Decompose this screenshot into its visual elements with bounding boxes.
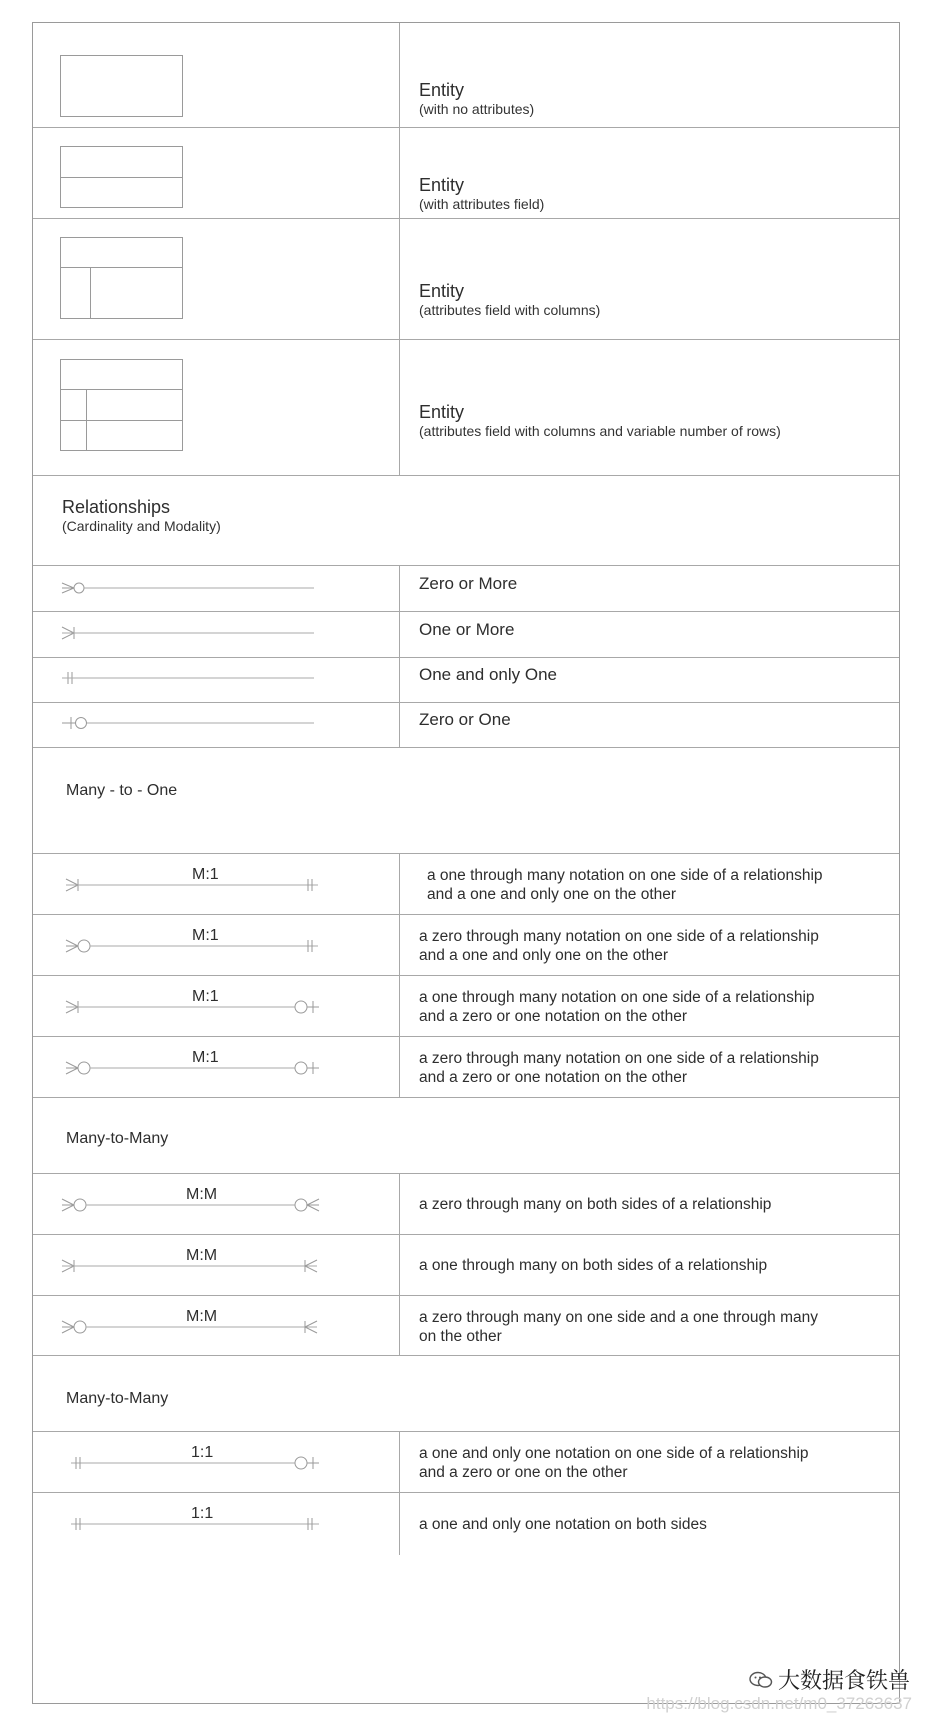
zero-or-more-to-zero-or-one-icon <box>33 1037 399 1097</box>
one-or-more-to-zero-or-one-icon <box>33 976 399 1036</box>
entity-subtitle: (attributes field with columns) <box>419 302 601 318</box>
entity-title: Entity <box>419 80 465 100</box>
entity-subtitle: (attributes field with columns and variable number of rows) <box>419 423 781 439</box>
mm-row-3 <box>33 1296 899 1356</box>
ratio-label: M:M <box>186 1308 218 1325</box>
entity-title: Entity <box>419 175 465 195</box>
notation-label: One and only One <box>419 665 557 684</box>
notation-row-zero-or-one <box>33 703 899 748</box>
many-to-many-section-header <box>33 1098 899 1174</box>
section-title: Many - to - One <box>66 782 178 799</box>
row-description-line: on the other <box>419 1328 502 1345</box>
entity-row-no-attributes <box>33 23 899 128</box>
watermark-url: https://blog.csdn.net/m0_37263637 <box>646 1694 912 1713</box>
oo-row-1 <box>33 1432 899 1493</box>
row-description-line: a one and only one notation on one side of a relationship <box>419 1445 809 1462</box>
notation-label: One or More <box>419 620 515 639</box>
row-description-line: and a one and only one on the other <box>419 947 669 964</box>
ratio-label: M:1 <box>192 1049 219 1066</box>
one-or-more-notation-icon <box>33 612 399 657</box>
one-and-only-one-to-zero-or-one-icon <box>33 1432 399 1492</box>
ratio-label: M:M <box>186 1247 218 1264</box>
row-description-line: and a zero or one notation on the other <box>419 1008 688 1025</box>
row-description-line: a zero through many on one side and a one through many <box>419 1309 818 1326</box>
ratio-label: M:1 <box>192 927 219 944</box>
many-to-one-section-header <box>33 748 899 854</box>
row-description-line: and a zero or one on the other <box>419 1464 628 1481</box>
ratio-label: 1:1 <box>191 1444 214 1461</box>
row-description-line: a one and only one notation on both sides <box>419 1516 707 1533</box>
watermark <box>748 1664 910 1695</box>
entity-row-columns <box>33 219 899 340</box>
mm-row-2 <box>33 1235 899 1296</box>
one-to-one-section-header <box>33 1356 899 1432</box>
section-subtitle: (Cardinality and Modality) <box>62 518 221 534</box>
wechat-icon <box>748 1670 774 1690</box>
one-and-only-one-notation-icon <box>33 658 399 702</box>
entity-subtitle: (with attributes field) <box>419 196 545 212</box>
notation-row-one-and-only-one <box>33 658 899 703</box>
row-description-line: and a one and only one on the other <box>427 886 677 903</box>
entity-with-rows-icon <box>33 340 399 475</box>
watermark-text: 大数据食铁兽 <box>777 1668 910 1693</box>
ratio-label: 1:1 <box>191 1505 214 1522</box>
m1-row-3 <box>33 976 899 1037</box>
row-description-line: a zero through many notation on one side of a relationship <box>419 1050 819 1067</box>
row-description-line: and a zero or one notation on the other <box>419 1069 688 1086</box>
row-description-line: a one through many notation on one side of a relationship <box>419 989 815 1006</box>
entity-row-attributes-field <box>33 128 899 219</box>
mm-row-1 <box>33 1174 899 1235</box>
one-or-more-to-one-and-only-one-icon <box>33 854 399 914</box>
ratio-label: M:1 <box>192 988 219 1005</box>
section-title: Many-to-Many <box>66 1130 169 1147</box>
relationships-section-header <box>33 476 899 566</box>
entity-title: Entity <box>419 402 465 422</box>
notation-row-one-or-more <box>33 612 899 658</box>
zero-or-one-notation-icon <box>33 703 399 747</box>
entity-with-columns-icon <box>33 219 399 339</box>
ratio-label: M:M <box>186 1186 218 1203</box>
m1-row-1 <box>33 854 899 915</box>
notation-row-zero-or-more <box>33 566 899 612</box>
notation-label: Zero or More <box>419 574 518 593</box>
section-title: Many-to-Many <box>66 1390 169 1407</box>
entity-box-icon <box>33 23 399 127</box>
m1-row-4 <box>33 1037 899 1098</box>
one-and-only-one-both-sides-icon <box>33 1493 399 1555</box>
oo-row-2 <box>33 1493 899 1555</box>
zero-or-more-both-sides-icon <box>33 1174 399 1234</box>
m1-row-2 <box>33 915 899 976</box>
entity-row-variable-rows <box>33 340 899 476</box>
zero-or-more-notation-icon <box>33 566 399 611</box>
row-description-line: a one through many on both sides of a relationship <box>419 1257 768 1274</box>
entity-title: Entity <box>419 281 465 301</box>
row-description-line: a zero through many notation on one side of a relationship <box>419 928 819 945</box>
section-title: Relationships <box>62 497 171 517</box>
entity-with-attributes-icon <box>33 128 399 218</box>
er-notation-table <box>32 22 900 1704</box>
entity-subtitle: (with no attributes) <box>419 101 535 117</box>
row-description-line: a zero through many on both sides of a relationship <box>419 1196 772 1213</box>
one-or-more-both-sides-icon <box>33 1235 399 1295</box>
ratio-label: M:1 <box>192 866 219 883</box>
zero-or-more-to-one-and-only-one-icon <box>33 915 399 975</box>
zero-or-more-to-one-or-more-icon <box>33 1296 399 1355</box>
notation-label: Zero or One <box>419 710 511 729</box>
row-description-line: a one through many notation on one side of a relationship <box>427 867 823 884</box>
